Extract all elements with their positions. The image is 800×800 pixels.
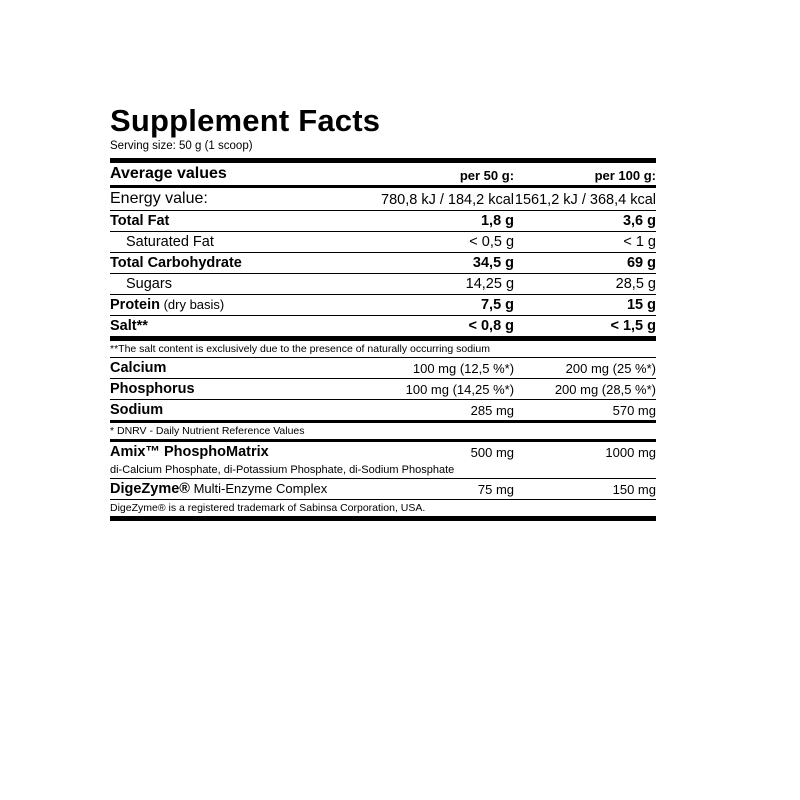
dnrv-note-row xyxy=(110,421,656,440)
row-label-main: Protein xyxy=(110,296,160,313)
row-label: Salt** xyxy=(110,315,372,338)
table-row xyxy=(110,440,656,462)
row-label: Phosphorus xyxy=(110,378,372,399)
row-label: Sugars xyxy=(110,273,372,294)
column-header-name: Average values xyxy=(110,160,372,186)
row-label: Energy value: xyxy=(110,186,372,210)
ingredients-row xyxy=(110,462,656,479)
bottom-rule xyxy=(110,518,656,521)
row-label xyxy=(110,294,372,315)
table-row xyxy=(110,399,656,421)
row-label-suffix: (dry basis) xyxy=(159,296,225,312)
table-row xyxy=(110,231,656,252)
row-value-per-50: 285 mg xyxy=(372,399,514,421)
row-value-per-50: 780,8 kJ / 184,2 kcal xyxy=(372,186,514,210)
table-header-row xyxy=(110,160,656,186)
supplement-facts-panel xyxy=(110,105,656,521)
row-label xyxy=(110,478,372,499)
table-row xyxy=(110,315,656,338)
row-value-per-50: 75 mg xyxy=(372,478,514,499)
row-label: Total Carbohydrate xyxy=(110,252,372,273)
column-header-per-100: per 100 g: xyxy=(514,160,656,186)
row-value-per-100: < 1 g xyxy=(514,231,656,252)
row-value-per-50: 7,5 g xyxy=(372,294,514,315)
table-row xyxy=(110,378,656,399)
row-value-per-100: 200 mg (28,5 %*) xyxy=(514,378,656,399)
row-label: Total Fat xyxy=(110,210,372,231)
table-row xyxy=(110,357,656,378)
row-value-per-50: 34,5 g xyxy=(372,252,514,273)
row-value-per-100: 150 mg xyxy=(514,478,656,499)
table-row xyxy=(110,252,656,273)
row-value-per-50: 14,25 g xyxy=(372,273,514,294)
row-value-per-100: 15 g xyxy=(514,294,656,315)
row-label: Saturated Fat xyxy=(110,231,372,252)
ingredient-list: di-Calcium Phosphate, di-Potassium Phosphate, di-Sodium Phosphate xyxy=(110,463,455,476)
row-value-per-100: 3,6 g xyxy=(514,210,656,231)
table-row xyxy=(110,273,656,294)
row-value-per-100: 1000 mg xyxy=(514,440,656,462)
row-label-suffix: Multi-Enzyme Complex xyxy=(189,480,328,496)
row-value-per-50: 100 mg (14,25 %*) xyxy=(372,378,514,399)
row-value-per-100: 28,5 g xyxy=(514,273,656,294)
row-value-per-50: < 0,8 g xyxy=(372,315,514,338)
column-header-per-50: per 50 g: xyxy=(372,160,514,186)
dnrv-note: * DNRV - Daily Nutrient Reference Values xyxy=(110,421,656,440)
page-title: Supplement Facts xyxy=(110,103,381,138)
row-value-per-50: 100 mg (12,5 %*) xyxy=(372,357,514,378)
salt-note: **The salt content is exclusively due to the presence of naturally occurring sodium xyxy=(110,338,656,357)
salt-note-row xyxy=(110,338,656,357)
row-label: Calcium xyxy=(110,357,372,378)
table-row xyxy=(110,210,656,231)
row-value-per-50: 500 mg xyxy=(372,440,514,462)
row-value-per-100: 69 g xyxy=(514,252,656,273)
nutrition-table xyxy=(110,158,656,521)
trademark-note: DigeZyme® is a registered trademark of Sabinsa Corporation, USA. xyxy=(110,499,656,518)
row-value-per-100: 200 mg (25 %*) xyxy=(514,357,656,378)
row-value-per-100: < 1,5 g xyxy=(514,315,656,338)
trademark-note-row xyxy=(110,499,656,518)
row-label: Amix™ PhosphoMatrix xyxy=(110,440,372,462)
row-value-per-50: 1,8 g xyxy=(372,210,514,231)
row-value-per-100: 570 mg xyxy=(514,399,656,421)
row-label: Sodium xyxy=(110,399,372,421)
table-row xyxy=(110,186,656,210)
row-label-main: DigeZyme® xyxy=(110,480,190,497)
row-value-per-50: < 0,5 g xyxy=(372,231,514,252)
serving-size: Serving size: 50 g (1 scoop) xyxy=(110,139,253,152)
row-value-per-100: 1561,2 kJ / 368,4 kcal xyxy=(514,186,656,210)
table-row xyxy=(110,294,656,315)
table-row xyxy=(110,478,656,499)
